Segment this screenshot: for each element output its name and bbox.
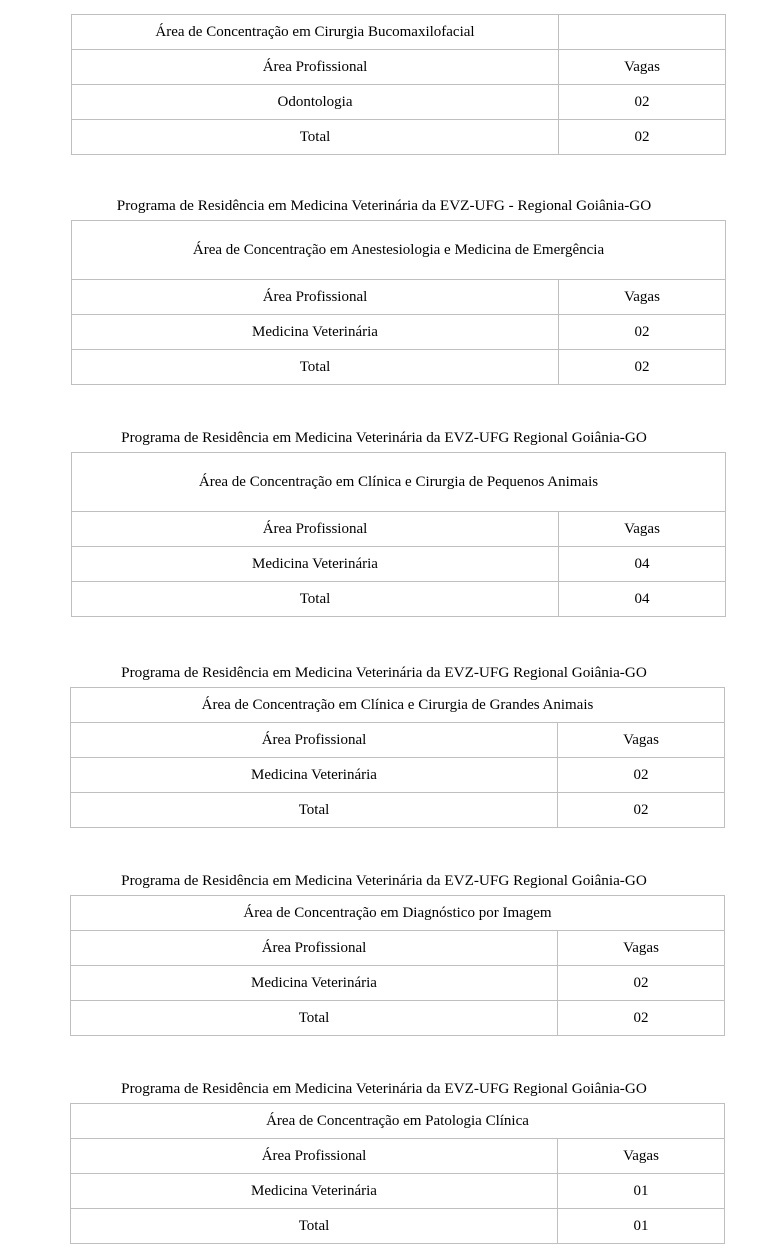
vacancy-table-6 bbox=[70, 1103, 725, 1244]
total-vacancy-count: 02 bbox=[559, 120, 726, 155]
program-block-3 bbox=[0, 428, 768, 607]
total-label: Total bbox=[71, 1209, 558, 1244]
table-title-row bbox=[72, 15, 726, 50]
vacancy-count: 02 bbox=[558, 966, 725, 1001]
total-label: Total bbox=[71, 793, 558, 828]
vacancy-count: 02 bbox=[559, 85, 726, 120]
vacancy-table-2 bbox=[71, 220, 726, 385]
column-header-area: Área Profissional bbox=[71, 723, 558, 758]
total-vacancy-count: 02 bbox=[559, 350, 726, 385]
column-header-vagas: Vagas bbox=[558, 1139, 725, 1174]
total-label: Total bbox=[72, 582, 559, 617]
program-block-5 bbox=[0, 871, 768, 1026]
concentration-area-title: Área de Concentração em Diagnóstico por Imagem bbox=[71, 896, 725, 931]
vacancy-count: 02 bbox=[559, 315, 726, 350]
program-heading-5: Programa de Residência em Medicina Veterinária da EVZ-UFG Regional Goiânia-GO bbox=[121, 872, 647, 889]
profession-name: Medicina Veterinária bbox=[71, 758, 558, 793]
profession-name: Medicina Veterinária bbox=[71, 1174, 558, 1209]
vacancy-count: 02 bbox=[558, 758, 725, 793]
table-title-row bbox=[72, 221, 726, 280]
total-vacancy-count: 02 bbox=[558, 1001, 725, 1036]
table-total-row bbox=[71, 1209, 725, 1244]
concentration-area-title: Área de Concentração em Patologia Clínica bbox=[71, 1104, 725, 1139]
column-header-area: Área Profissional bbox=[71, 931, 558, 966]
program-block-6 bbox=[0, 1079, 768, 1234]
program-block-4 bbox=[0, 663, 768, 818]
table-header-row bbox=[71, 931, 725, 966]
concentration-area-title: Área de Concentração em Clínica e Cirurgia de Grandes Animais bbox=[71, 688, 725, 723]
table-total-row bbox=[72, 582, 726, 617]
program-heading-4: Programa de Residência em Medicina Veterinária da EVZ-UFG Regional Goiânia-GO bbox=[121, 664, 647, 681]
table-row bbox=[72, 85, 726, 120]
program-heading-2: Programa de Residência em Medicina Veterinária da EVZ-UFG - Regional Goiânia-GO bbox=[116, 197, 652, 214]
vacancy-table-1 bbox=[71, 14, 726, 155]
profession-name: Medicina Veterinária bbox=[72, 547, 559, 582]
table-header-row bbox=[71, 1139, 725, 1174]
total-label: Total bbox=[72, 350, 559, 385]
column-header-vagas: Vagas bbox=[559, 280, 726, 315]
profession-name: Medicina Veterinária bbox=[72, 315, 559, 350]
table-row bbox=[71, 758, 725, 793]
concentration-area-title: Área de Concentração em Cirurgia Bucomaxilofacial bbox=[72, 15, 559, 50]
vacancy-count: 04 bbox=[559, 547, 726, 582]
table-title-row bbox=[71, 1104, 725, 1139]
column-header-vagas: Vagas bbox=[558, 931, 725, 966]
column-header-area: Área Profissional bbox=[72, 50, 559, 85]
concentration-area-title: Área de Concentração em Anestesiologia e Medicina de Emergência bbox=[72, 221, 726, 280]
empty-cell bbox=[559, 15, 726, 50]
table-row bbox=[71, 966, 725, 1001]
total-vacancy-count: 02 bbox=[558, 793, 725, 828]
program-heading-6: Programa de Residência em Medicina Veterinária da EVZ-UFG Regional Goiânia-GO bbox=[121, 1080, 647, 1097]
column-header-vagas: Vagas bbox=[559, 512, 726, 547]
table-header-row bbox=[71, 723, 725, 758]
table-row bbox=[72, 547, 726, 582]
column-header-vagas: Vagas bbox=[559, 50, 726, 85]
profession-name: Medicina Veterinária bbox=[71, 966, 558, 1001]
vacancy-table-5 bbox=[70, 895, 725, 1036]
table-total-row bbox=[72, 350, 726, 385]
table-title-row bbox=[71, 688, 725, 723]
profession-name: Odontologia bbox=[72, 85, 559, 120]
table-row bbox=[71, 1174, 725, 1209]
vacancy-count: 01 bbox=[558, 1174, 725, 1209]
column-header-vagas: Vagas bbox=[558, 723, 725, 758]
table-header-row bbox=[72, 280, 726, 315]
concentration-area-title: Área de Concentração em Clínica e Cirurgia de Pequenos Animais bbox=[72, 453, 726, 512]
table-title-row bbox=[72, 453, 726, 512]
table-row bbox=[72, 315, 726, 350]
vacancy-table-3 bbox=[71, 452, 726, 617]
table-header-row bbox=[72, 50, 726, 85]
table-title-row bbox=[71, 896, 725, 931]
program-block-2 bbox=[0, 196, 768, 375]
total-label: Total bbox=[72, 120, 559, 155]
total-label: Total bbox=[71, 1001, 558, 1036]
total-vacancy-count: 01 bbox=[558, 1209, 725, 1244]
program-heading-3: Programa de Residência em Medicina Veterinária da EVZ-UFG Regional Goiânia-GO bbox=[121, 429, 647, 446]
column-header-area: Área Profissional bbox=[71, 1139, 558, 1174]
table-header-row bbox=[72, 512, 726, 547]
vacancy-table-4 bbox=[70, 687, 725, 828]
column-header-area: Área Profissional bbox=[72, 512, 559, 547]
column-header-area: Área Profissional bbox=[72, 280, 559, 315]
table-total-row bbox=[72, 120, 726, 155]
table-total-row bbox=[71, 1001, 725, 1036]
table-total-row bbox=[71, 793, 725, 828]
total-vacancy-count: 04 bbox=[559, 582, 726, 617]
